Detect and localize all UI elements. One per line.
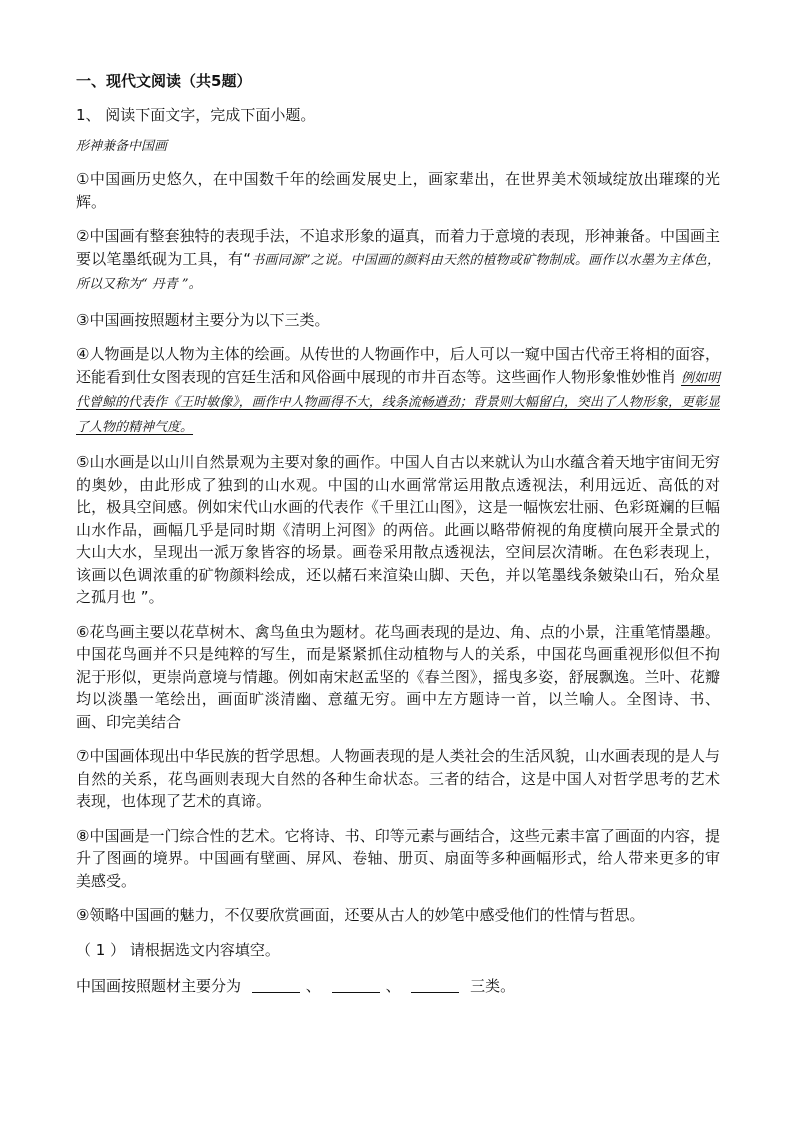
paragraph-5-main: ⑤山水画是以山川自然景观为主要对象的画作。中国人自古以来就认为山水蕴含着天地宇宙间无穷的奥妙，由此形成了独到的山水观。中国的山水画常常运用散点透视法，利用远近、高低的对比，极具空间感。例如宋代山水画的代表作《千里江山图》，这是一幅恢宏壮丽、色彩斑斓的巨幅山水作品，画幅几乎是同时期《清明上河图》的两倍。此画以略带俯视的角度横向展开全景式的大山大水，呈现出一派万象皆容的场景。画卷采用散点透视法，空间层次清晰。在色彩表现上，该画以色调浓重的矿物颜料绘成，还以赭石来渲染山脚、天色，并以笔墨线条皴染山石，殆众星之孤月也	[76, 453, 720, 606]
subquestion-1: （ 1 ） 请根据选文内容填空。	[76, 940, 280, 959]
paragraph-5	[76, 451, 720, 609]
fill-sep-1: 、	[305, 976, 321, 995]
paragraph-1: ①中国画历史悠久，在中国数千年的绘画发展史上，画家辈出，在世界美术领域绽放出璀璨的光辉。	[76, 170, 720, 211]
exam-page	[76, 70, 720, 997]
paragraph-2-main: ②中国画有整套独特的表现手法，不追求形象的逼真，而着力于意境的表现，形神兼备。中国画主要以笔墨纸砚为工具，有“	[76, 227, 720, 268]
paragraph-6: ⑥花鸟画主要以花草树木、禽鸟鱼虫为题材。花鸟画表现的是边、角、点的小景，注重笔情墨趣。中国花鸟画并不只是纯粹的写生，而是紧紧抓住动植物与人的关系，中国花鸟画重视形似但不拘泥于形似，更崇尚意境与情趣。例如南宋赵孟坚的《春兰图》，摇曳多姿，舒展飘逸。兰叶、花瓣均以淡墨一笔绘出，画面旷淡清幽、意蕴无穷。画中左方题诗一首，以兰喻人。全图诗、书、画、印完美结合	[76, 622, 720, 731]
section-heading: 一、现代文阅读（共5题）	[76, 72, 252, 90]
answer-blank-1[interactable]	[252, 976, 300, 993]
paragraph-4-underlined: 例如明代曾鲸的代表作《王时敏像》，画作中人物画得不大，线条流畅遒劲；背景则大幅留白，突出了人物形象，更彰显了人物的精神气度。	[76, 370, 720, 435]
paragraph-5-tail: ”。	[140, 588, 164, 606]
fill-sep-2: 、	[385, 976, 401, 995]
paragraph-3: ③中国画按照题材主要分为以下三类。	[76, 310, 330, 329]
paragraph-2-tail: ”之说。中国画的颜料由天然的植物或矿物制成。画作以水墨为主体色，所以又称为“ 丹青 ”。	[76, 252, 720, 292]
paragraph-2-quote: 书画同源	[251, 252, 305, 268]
paragraph-9: ⑨领略中国画的魅力，不仅要欣赏画面，还要从古人的妙笔中感受他们的性情与哲思。	[76, 906, 645, 924]
paragraph-7: ⑦中国画体现出中华民族的哲学思想。人物画表现的是人类社会的生活风貌，山水画表现的是人与自然的关系，花鸟画则表现大自然的各种生命状态。三者的结合，这是中国人对哲学思考的艺术表现，也体现了艺术的真谛。	[76, 747, 720, 810]
article-title: 形神兼备中国画	[76, 139, 168, 154]
paragraph-4	[76, 343, 720, 439]
paragraph-4-main: ④人物画是以人物为主体的绘画。从传世的人物画作中，后人可以一窥中国古代帝王将相的面容，还能看到仕女图表现的宫廷生活和风俗画中展现的市井百态等。这些画作人物形象惟妙惟肖	[76, 345, 720, 386]
question-intro: 1、 阅读下面文字，完成下面小题。	[76, 106, 316, 124]
answer-blank-2[interactable]	[332, 976, 380, 993]
fill-in-line	[76, 975, 720, 997]
paragraph-8: ⑧中国画是一门综合性的艺术。它将诗、书、印等元素与画结合，这些元素丰富了画面的内容，提升了图画的境界。中国画有壁画、屏风、卷轴、册页、扇面等多种画幅形式，给人带来更多的审美感受。	[76, 826, 720, 890]
fill-prefix: 中国画按照题材主要分为	[76, 976, 242, 995]
answer-blank-3[interactable]	[411, 976, 459, 993]
paragraph-2	[76, 225, 720, 297]
fill-suffix: 三类。	[470, 976, 516, 995]
